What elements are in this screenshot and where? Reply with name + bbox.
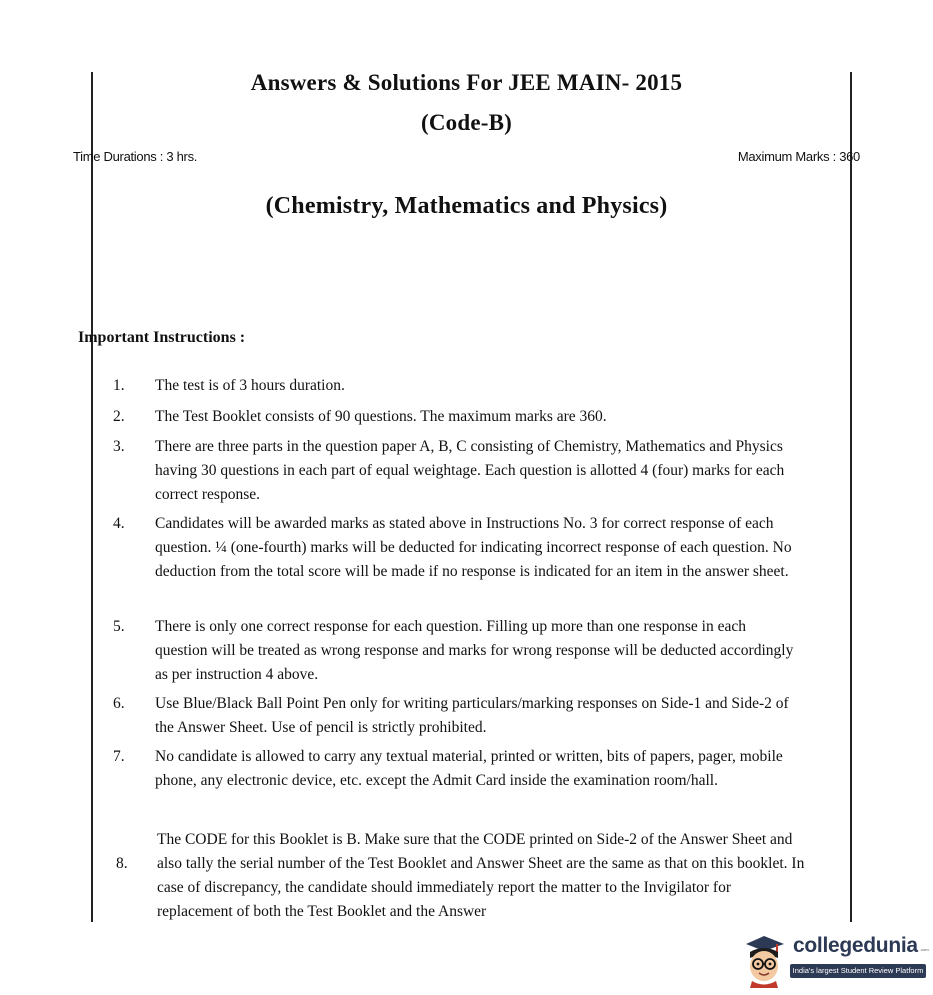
instruction-number: 4. — [113, 515, 125, 532]
instruction-number: 6. — [113, 695, 125, 712]
subjects-heading: (Chemistry, Mathematics and Physics) — [265, 193, 668, 219]
collegedunia-logo[interactable] — [740, 932, 930, 988]
logo-wordmark: collegedunia — [793, 934, 918, 957]
instruction-number: 3. — [113, 438, 125, 455]
time-duration: Time Durations : 3 hrs. — [73, 149, 198, 164]
instruction-text: The Test Booklet consists of 90 questions. The maximum marks are 360. — [155, 408, 607, 425]
instruction-text: Candidates will be awarded marks as stated above in Instructions No. 3 for correct response of each question. ¼ (one-fourth) marks will be deducted for indicating incorrect response of each question. No deduction from the total score will be made if no response is indicated for an item in the answer sheet. — [155, 515, 792, 580]
instruction-text: Use Blue/Black Ball Point Pen only for writing particulars/marking responses on Side-1 and Side-2 of the Answer Sheet. Use of pencil is strictly prohibited. — [155, 695, 789, 736]
instructions-heading: Important Instructions : — [78, 329, 246, 346]
instruction-text: The CODE for this Booklet is B. Make sure that the CODE printed on Side-2 of the Answer Sheet and also tally the serial number of the Test Booklet and Answer Sheet are the same as that on this booklet. In case of discrepancy, the candidate should immediately report the matter to the Invigilator for replacement of both the Test Booklet and the Answer — [157, 831, 805, 920]
instruction-number: 5. — [113, 618, 125, 635]
mascot-icon — [740, 932, 790, 988]
instruction-text: The test is of 3 hours duration. — [155, 377, 345, 394]
document-title: Answers & Solutions For JEE MAIN- 2015 — [250, 70, 683, 95]
instruction-text: No candidate is allowed to carry any textual material, printed or written, bits of papers, pager, mobile phone, any electronic device, etc. except the Admit Card inside the examination room/hall. — [155, 748, 783, 789]
instruction-number: 2. — [113, 408, 125, 425]
maximum-marks: Maximum Marks : 360 — [737, 149, 860, 164]
document-code: (Code-B) — [420, 110, 513, 135]
logo-domain: .com — [920, 947, 929, 952]
instruction-number: 1. — [113, 377, 125, 394]
logo-tagline: India's largest Student Review Platform — [790, 964, 926, 978]
instruction-text: There are three parts in the question paper A, B, C consisting of Chemistry, Mathematics and Physics having 30 questions in each part of equal weightage. Each question is allotted 4 (four) marks for each correct response. — [155, 438, 785, 503]
instruction-text: There is only one correct response for each question. Filling up more than one response in each question will be treated as wrong response and marks for wrong response will be deducted accordingly as per instruction 4 above. — [155, 618, 794, 683]
instruction-number: 7. — [113, 748, 125, 765]
instruction-number: 8. — [116, 855, 128, 872]
